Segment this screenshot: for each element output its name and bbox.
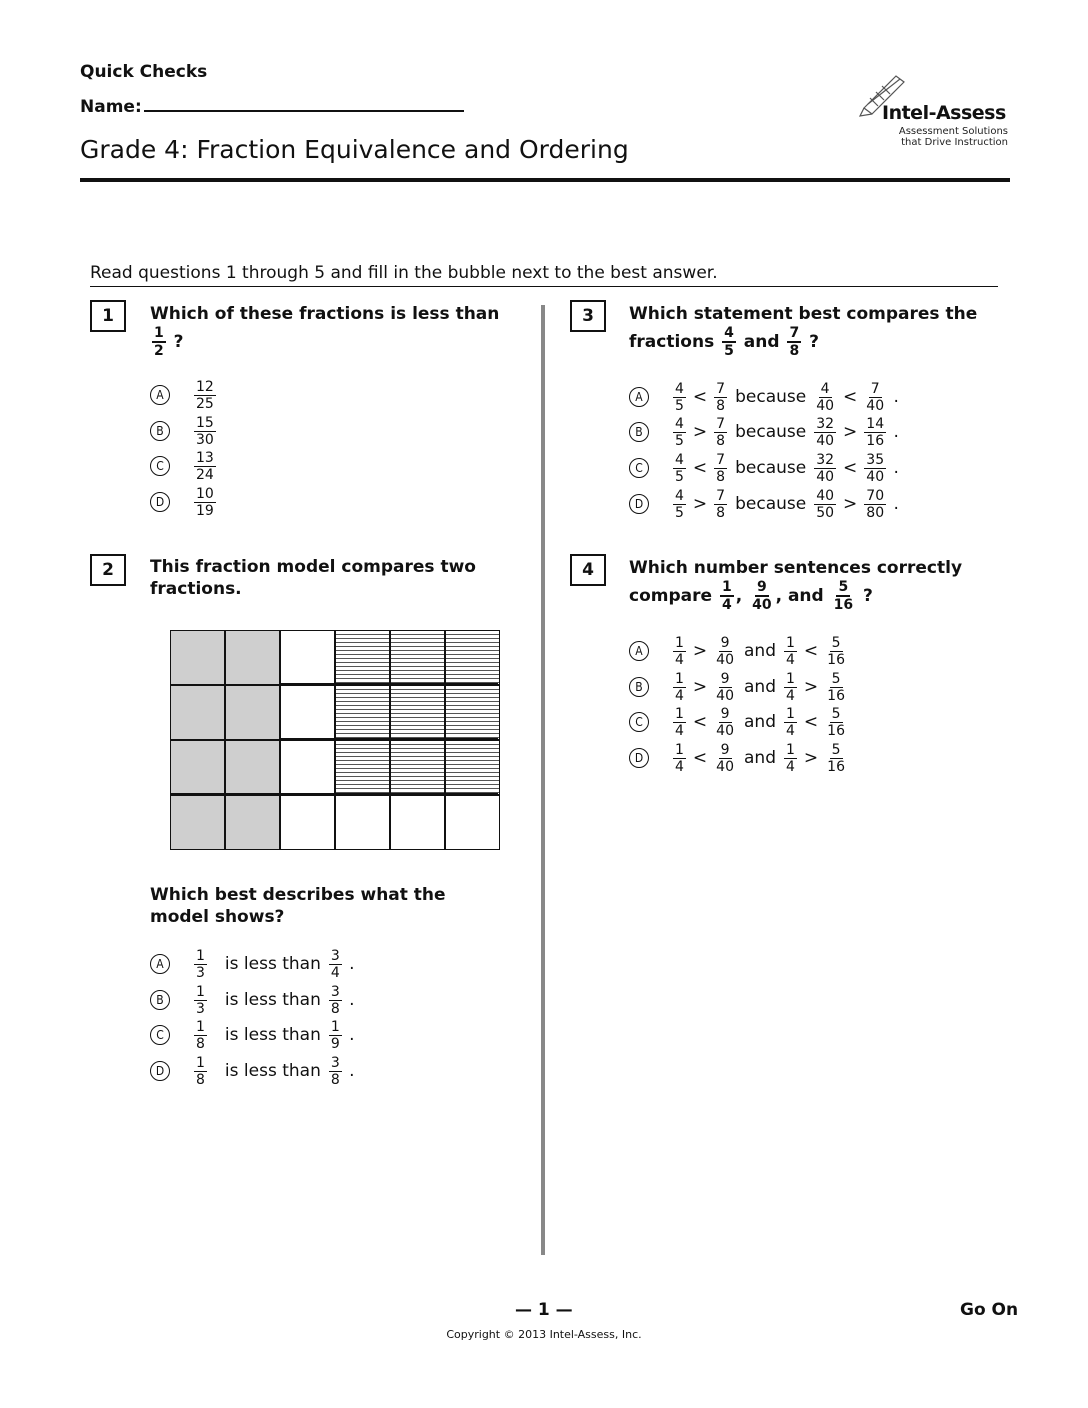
page-number: — 1 — — [515, 1300, 573, 1320]
grid-cell — [280, 740, 335, 795]
q4-option-a[interactable]: A $\frac{1}{4}$ > $\frac{9}{40}$ and $\frac{1}{4}$ < $\frac{5}{16}$ — [629, 634, 849, 668]
grid-cell — [225, 630, 280, 685]
logo-tagline-1: Assessment Solutions — [898, 126, 1008, 137]
instructions: Read questions 1 through 5 and fill in the bubble next to the best answer. — [90, 263, 718, 283]
grid-divider-3 — [170, 793, 498, 796]
grid-cell — [280, 795, 335, 850]
grid-cell — [390, 740, 445, 795]
grid-cell — [225, 795, 280, 850]
grid-cell — [390, 795, 445, 850]
logo-tagline-2: that Drive Instruction — [901, 137, 1008, 148]
question-number-2: 2 — [90, 554, 126, 586]
q3-option-b[interactable]: B $\frac{4}{5}$ > $\frac{7}{8}$ because $\frac{32}{40}$ > $\frac{14}{16}$ . — [629, 415, 899, 449]
grid-cell — [445, 795, 500, 850]
name-row — [80, 94, 464, 117]
logo-tagline — [886, 126, 1008, 148]
page-title: Grade 4: Fraction Equivalence and Ordering — [80, 135, 629, 164]
go-on-label: Go On — [960, 1300, 1019, 1320]
grid-cell — [280, 630, 335, 685]
q4-option-b[interactable]: B $\frac{1}{4}$ > $\frac{9}{40}$ and $\frac{1}{4}$ > $\frac{5}{16}$ — [629, 670, 849, 704]
question-2-text: This fraction model compares two fractions. — [150, 557, 476, 599]
question-number-4: 4 — [570, 554, 606, 586]
question-number-1: 1 — [90, 300, 126, 332]
grid-cell — [170, 740, 225, 795]
question-1-fraction: $\frac{1}{2}$ — [154, 325, 164, 359]
name-field[interactable] — [144, 94, 464, 112]
grid-cell — [170, 685, 225, 740]
q1-option-b[interactable]: B $\frac{15}{30}$ — [150, 414, 218, 448]
q3-option-c[interactable]: C $\frac{4}{5}$ < $\frac{7}{8}$ because $\frac{32}{40}$ < $\frac{35}{40}$ . — [629, 451, 899, 485]
question-1-text — [150, 302, 530, 358]
grid-cell — [445, 630, 500, 685]
bubble-b[interactable]: B — [150, 421, 170, 441]
q1-option-a[interactable]: A $\frac{12}{25}$ — [150, 378, 218, 412]
grid-cell — [390, 630, 445, 685]
q4-option-d[interactable]: D $\frac{1}{4}$ < $\frac{9}{40}$ and $\frac{1}{4}$ > $\frac{5}{16}$ — [629, 741, 849, 775]
q3-option-a[interactable]: A $\frac{4}{5}$ < $\frac{7}{8}$ because $\frac{4}{40}$ < $\frac{7}{40}$ . — [629, 380, 899, 414]
q3-option-d[interactable]: D $\frac{4}{5}$ > $\frac{7}{8}$ because $\frac{40}{50}$ > $\frac{70}{80}$ . — [629, 487, 899, 521]
grid-cell — [445, 685, 500, 740]
q2-option-b[interactable]: B $\frac{1}{3}$ is less than $\frac{3}{8}$ . — [150, 983, 355, 1017]
bubble-d[interactable]: D — [629, 748, 649, 768]
q2-option-c[interactable]: C $\frac{1}{8}$ is less than $\frac{1}{9}$ . — [150, 1018, 355, 1052]
question-3-text: Which statement best compares the fractions $\frac{4}{5}$ and $\frac{7}{8}$ ? — [629, 304, 978, 359]
grid-cell — [335, 795, 390, 850]
bubble-c[interactable]: C — [629, 712, 649, 732]
grid-cell — [225, 740, 280, 795]
grid-cell — [225, 685, 280, 740]
header-rule — [80, 178, 1010, 182]
bubble-c[interactable]: C — [150, 1025, 170, 1045]
bubble-a[interactable]: A — [629, 641, 649, 661]
fraction-model-grid — [170, 630, 500, 852]
bubble-a[interactable]: A — [629, 387, 649, 407]
grid-cell — [335, 685, 390, 740]
grid-cell — [170, 630, 225, 685]
question-number-3: 3 — [570, 300, 606, 332]
instructions-rule — [90, 286, 998, 287]
section-label: Quick Checks — [80, 62, 208, 82]
name-label: Name: — [80, 97, 142, 117]
bubble-a[interactable]: A — [150, 385, 170, 405]
grid-cell — [390, 685, 445, 740]
grid-cell — [335, 630, 390, 685]
grid-cell — [335, 740, 390, 795]
q1-option-d[interactable]: D $\frac{10}{19}$ — [150, 485, 218, 519]
bubble-c[interactable]: C — [150, 456, 170, 476]
bubble-b[interactable]: B — [629, 422, 649, 442]
bubble-d[interactable]: D — [150, 492, 170, 512]
bubble-b[interactable]: B — [629, 677, 649, 697]
question-1-mark: ? — [173, 332, 184, 352]
q1-option-c[interactable]: C $\frac{13}{24}$ — [150, 449, 218, 483]
grid-divider-2 — [280, 738, 498, 741]
bubble-d[interactable]: D — [150, 1061, 170, 1081]
grid-cell — [445, 740, 500, 795]
logo-name: Intel-Assess — [882, 102, 1006, 124]
q4-option-c[interactable]: C $\frac{1}{4}$ < $\frac{9}{40}$ and $\frac{1}{4}$ < $\frac{5}{16}$ — [629, 705, 849, 739]
grid-divider-1 — [280, 683, 498, 686]
column-divider — [541, 305, 545, 1255]
bubble-a[interactable]: A — [150, 954, 170, 974]
grid-cell — [170, 795, 225, 850]
bubble-c[interactable]: C — [629, 458, 649, 478]
logo — [852, 68, 1012, 150]
bubble-b[interactable]: B — [150, 990, 170, 1010]
q2-option-a[interactable]: A $\frac{1}{3}$ is less than $\frac{3}{4}$ . — [150, 947, 355, 981]
grid-cell — [280, 685, 335, 740]
q2-option-d[interactable]: D $\frac{1}{8}$ is less than $\frac{3}{8}$ . — [150, 1054, 355, 1088]
question-1-stem: Which of these fractions is less than — [150, 304, 500, 324]
copyright: Copyright © 2013 Intel-Assess, Inc. — [446, 1328, 642, 1341]
bubble-d[interactable]: D — [629, 494, 649, 514]
question-2-prompt: Which best describes what the model shows? — [150, 885, 446, 927]
question-4-text: Which number sentences correctly compare $\frac{1}{4}$ , $\frac{9}{40}$ , and $\frac{5}{16}$ ? — [629, 558, 963, 613]
